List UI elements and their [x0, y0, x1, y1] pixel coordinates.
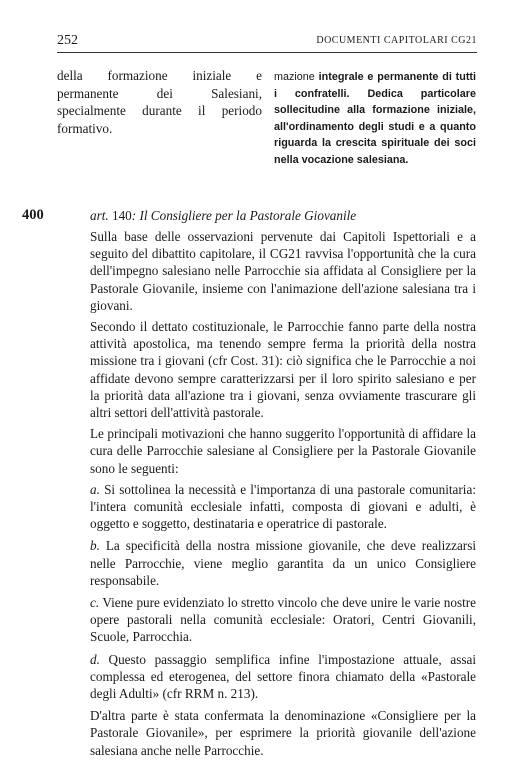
list-item-text: Questo passaggio semplifica infine l'impostazione attuale, assai complessa ed eterogenea, del settore finora chiamato della «Pastorale degli Adulti» (cfr RRM n. 213).: [90, 651, 476, 702]
paragraph: Sulla base delle osservazioni pervenute dai Capitoli Ispettoriali e a seguito del dibattito capitolare, il CG21 ravvisa l'opportunità che la cura dell'impegno salesiano nelle Parrocchie sia affidata al Consigliere per la Pastorale Giovanile, insieme con l'animazione dell'azione salesiana tra i giovani.: [90, 229, 476, 313]
list-item-text: Si sottolinea la necessità e l'importanza di una pastorale comunitaria: l'intera comunità ecclesiale infatti, composta di giovani e adulti, è oggetto e soggetto, destinataria e operatrice di pastorale.: [90, 481, 476, 532]
article-number: 140: [111, 208, 132, 223]
list-item: [90, 651, 476, 703]
list-item: [90, 537, 476, 589]
list-item-text: La specificità della nostra missione giovanile, che deve realizzarsi nelle Parrocchie, viene meglio garantita da un unico Consigliere responsabile.: [90, 538, 476, 588]
closing-paragraph: D'altra parte è stata confermata la denominazione «Consigliere per la Pastorale Giovanile», per esprimere la priorità giovanile dell'azione salesiana anche nelle Parrocchie.: [90, 708, 476, 758]
article-title: : Il Consigliere per la Pastorale Giovanile: [131, 208, 357, 223]
right-column-bold: integrale e permanente di tutti i confratelli. Dedica particolare sollecitudine alla formazione iniziale, all'ordinamento degli studi e a quanto riguarda la crescita spirituale dei soci nella vocazione salesiana.: [274, 71, 477, 166]
list-item: [90, 481, 476, 533]
list-item-letter: c.: [90, 595, 100, 611]
paragraph: Secondo il dettato costituzionale, le Parrocchie fanno parte della nostra attività apostolica, ma tenendo sempre ferma la priorità della nostra missione tra i giovani (cfr Cost. 31): ciò significa che le Parrocchie a noi affidate devono sempre caratterizzarsi per il loro spirito salesiano e per la priorità data all'azione tra i giovani, senza ovviamente trascurare gli altri settori dell'attività pastorale.: [90, 319, 476, 421]
list-item-letter: a.: [90, 481, 100, 497]
running-head: DOCUMENTI CAPITOLARI CG21: [316, 35, 477, 46]
list-item: [90, 594, 476, 646]
page-number: 252: [57, 33, 78, 48]
section-number: 400: [22, 207, 44, 223]
left-column-text: della formazione iniziale e permanente dei Salesiani, specialmente durante il periodo formativo.: [57, 68, 262, 136]
list-item-text: Viene pure evidenziato lo stretto vincolo che deve unire le varie nostre opere pastorali nella comunità ecclesiale: Oratori, Centri Giovanili, Scuole, Parrocchia.: [90, 595, 476, 645]
header-rule: [57, 52, 477, 53]
article-label: art.: [90, 208, 109, 223]
list-item-letter: d.: [90, 651, 100, 667]
list-item-letter: b.: [90, 538, 100, 554]
article-body: [90, 228, 476, 763]
page-header: [57, 33, 477, 49]
right-column-plain: mazione: [274, 71, 319, 83]
paragraph: Le principali motivazioni che hanno suggerito l'opportunità di affidare la cura delle Parrocchie salesiane al Consigliere per la Pastorale Giovanile sono le seguenti:: [90, 426, 476, 476]
right-column-text: [274, 69, 476, 169]
article-heading: [90, 207, 356, 224]
